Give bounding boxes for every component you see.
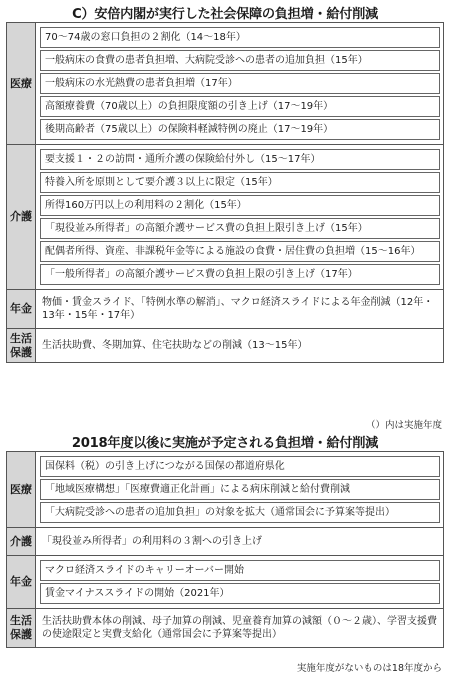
list-item: 高額療養費（70歳以上）の負担限度額の引き上げ（17～19年） <box>40 96 440 117</box>
list-item: 生活扶助費本体の削減、母子加算の削減、児童養育加算の減額（０～２歳）、学習支援費の使途限定と実費支給化（通常国会に予算案等提出） <box>42 616 437 640</box>
category-label: 介護 <box>7 145 36 289</box>
category-label: 医療 <box>7 23 36 144</box>
category-row-care <box>7 527 443 555</box>
list-item: 「現役並み所得者」の高額介護サービス費の負担上限引き上げ（15年） <box>40 218 440 239</box>
list-item: 後期高齢者（75歳以上）の保険料軽減特例の廃止（17～19年） <box>40 119 440 140</box>
list-item: マクロ経済スライドのキャリーオーバー開始 <box>40 560 440 581</box>
category-row-medical <box>7 23 443 144</box>
list-item: 「一般所得者」の高額介護サービス費の負担上限の引き上げ（17年） <box>40 264 440 285</box>
category-row-care <box>7 144 443 289</box>
list-item: 「地域医療構想」「医療費適正化計画」による病床削減と給付費削減 <box>40 479 440 500</box>
list-item: 国保料（税）の引き上げにつながる国保の都道府県化 <box>40 456 440 477</box>
category-label: 介護 <box>7 528 36 555</box>
category-row-medical <box>7 452 443 527</box>
category-row-pension <box>7 289 443 328</box>
category-label: 年金 <box>7 556 36 608</box>
category-row-welfare <box>7 328 443 362</box>
list-item: 物価・賃金スライド、「特例水準の解消」、マクロ経済スライドによる年金削減（12年・13年・15年・17年） <box>42 297 434 321</box>
list-item: 「大病院受診への患者の追加負担」の対象を拡大（通常国会に予算案等提出） <box>40 502 440 523</box>
section1-table <box>6 22 444 363</box>
list-item: 配偶者所得、資産、非課税年金等による施設の食費・居住費の負担増（15～16年） <box>40 241 440 262</box>
category-label: 生活保護 <box>7 609 36 647</box>
section2-title: 2018年度以後に実施が予定される負担増・給付削減 <box>71 436 379 451</box>
list-item: 特養入所を原則として要介護３以上に限定（15年） <box>40 172 440 193</box>
category-row-welfare <box>7 608 443 647</box>
list-item: 一般病床の水光熱費の患者負担増（17年） <box>40 73 440 94</box>
footnote: 実施年度がないものは18年度から <box>296 663 442 674</box>
list-item: 賃金マイナススライドの開始（2021年） <box>40 583 440 604</box>
section2-table <box>6 451 444 648</box>
list-item: 「現役並み所得者」の利用料の３割への引き上げ <box>42 536 262 547</box>
list-item: 生活扶助費、冬期加算、住宅扶助などの削減（13～15年） <box>42 340 308 351</box>
category-label: 生活保護 <box>7 329 36 362</box>
list-item: 要支援１・２の訪問・通所介護の保険給付外し（15～17年） <box>40 149 440 170</box>
category-row-pension <box>7 555 443 608</box>
list-item: 所得160万円以上の利用料の２割化（15年） <box>40 195 440 216</box>
list-item: 70～74歳の窓口負担の２割化（14～18年） <box>40 27 440 48</box>
footnote: （）内は実施年度 <box>365 420 442 431</box>
list-item: 一般病床の食費の患者負担増、大病院受診への患者の追加負担（15年） <box>40 50 440 71</box>
section1-title: C）安倍内閣が実行した社会保障の負担増・給付削減 <box>72 7 378 22</box>
category-label: 医療 <box>7 452 36 527</box>
category-label: 年金 <box>7 290 36 328</box>
